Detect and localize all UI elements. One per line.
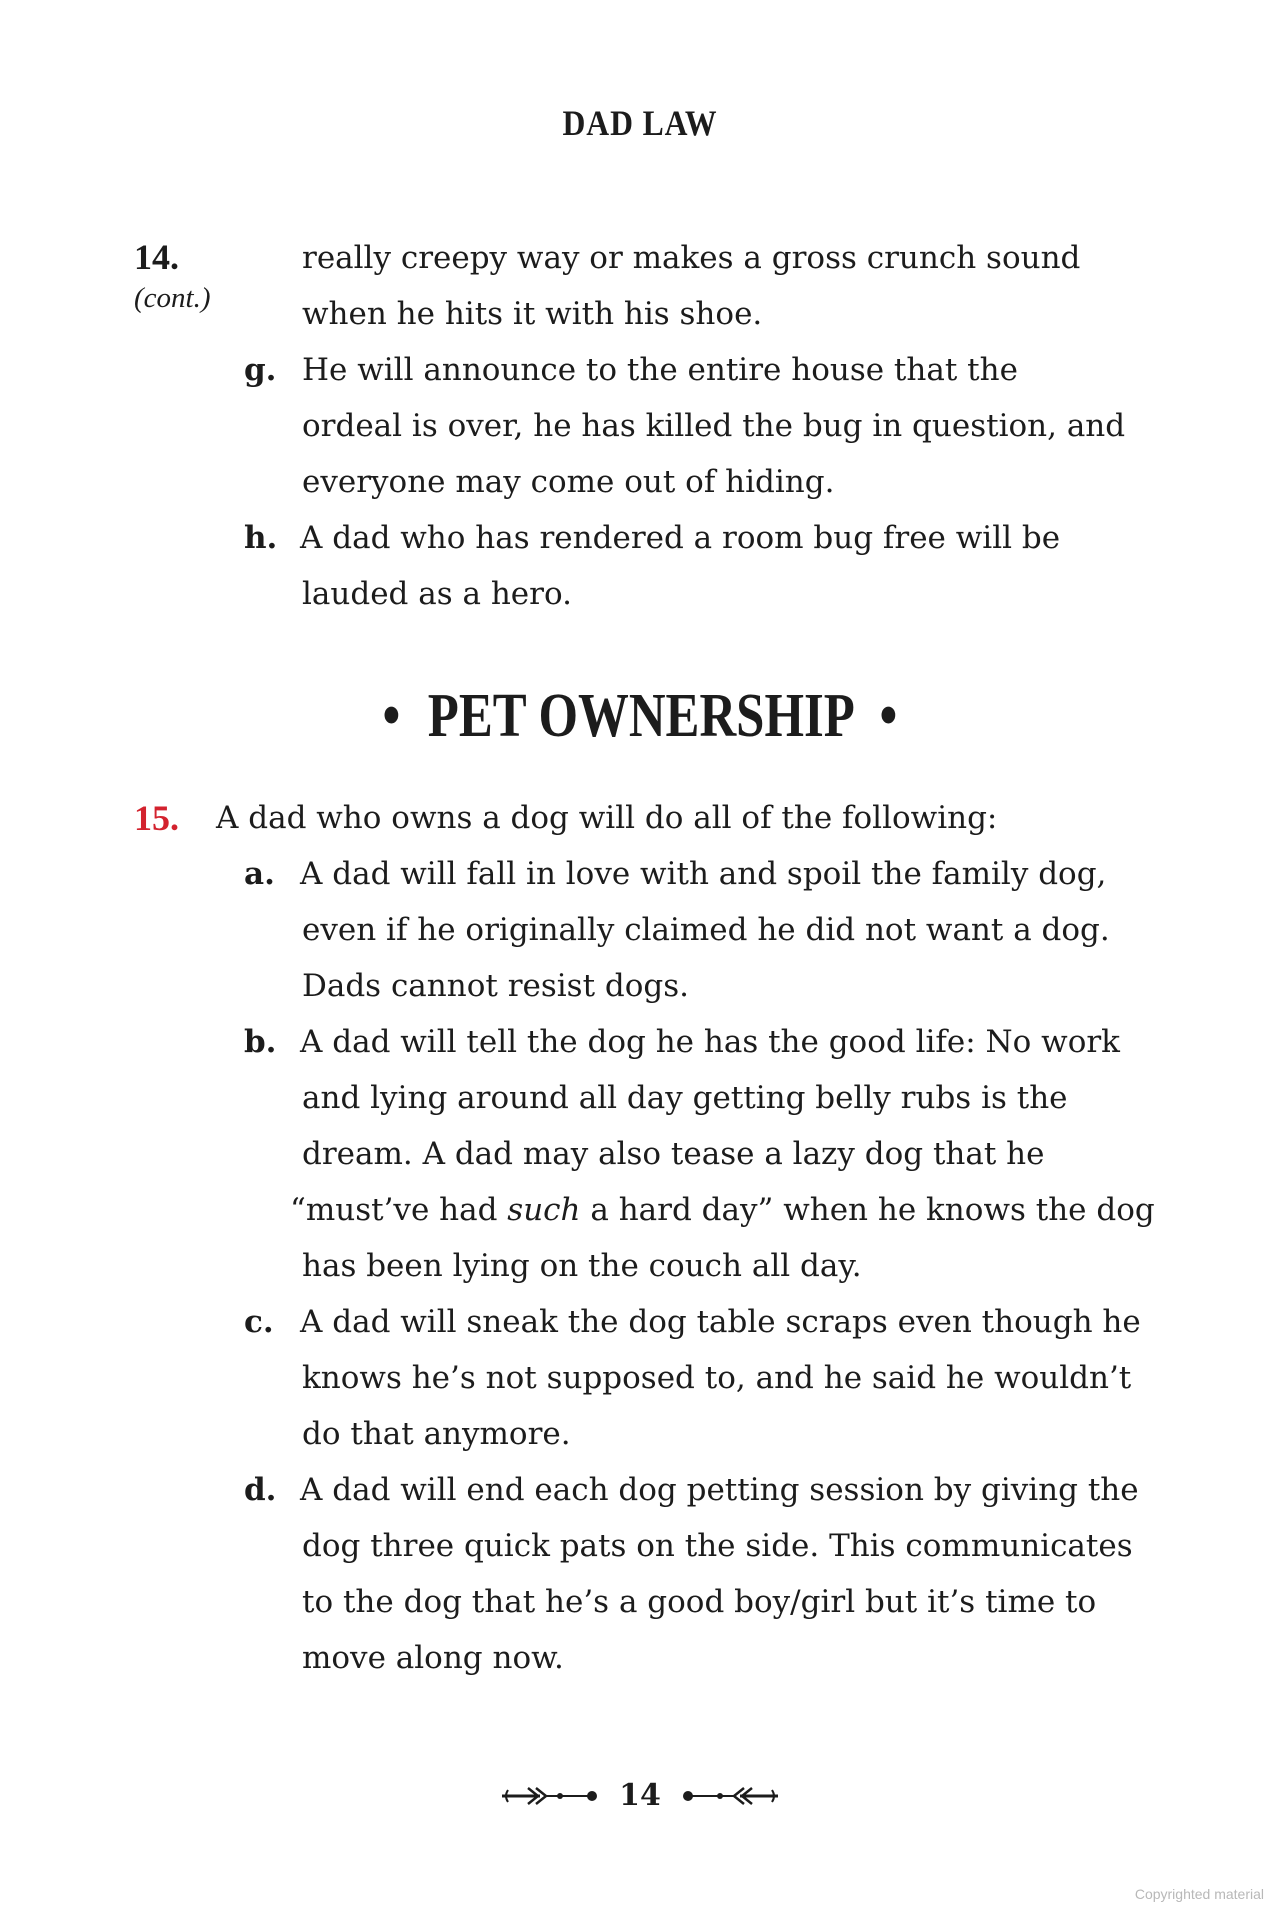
rule-14-continuation-line: when he hits it with his shoe. xyxy=(302,296,763,332)
sub-item-d-line: to the dog that he’s a good boy/girl but it’s time to xyxy=(302,1584,1097,1620)
sub-item-b-line xyxy=(290,1182,1155,1238)
left-arrow-ornament-icon xyxy=(500,1784,600,1808)
sub-item-g-line: He will announce to the entire house that the xyxy=(302,352,1018,388)
sub-item-h-line: lauded as a hero. xyxy=(302,576,572,612)
sub-item-a-line: A dad will fall in love with and spoil the family dog, xyxy=(300,856,1107,892)
sub-item-letter-g: g. xyxy=(244,352,277,388)
continued-label: (cont.) xyxy=(134,282,211,314)
sub-item-c-line: do that anymore. xyxy=(302,1416,571,1452)
page-footer xyxy=(0,1778,1280,1818)
sub-item-letter-c: c. xyxy=(244,1304,274,1340)
sub-item-letter-h: h. xyxy=(244,520,278,556)
sub-item-letter-a: a. xyxy=(244,856,275,892)
section-heading-text: PET OWNERSHIP xyxy=(427,682,853,750)
sub-item-b-line: has been lying on the couch all day. xyxy=(302,1248,862,1284)
rule-14-continuation-line: really creepy way or makes a gross crunch sound xyxy=(302,240,1081,276)
sub-item-letter-d: d. xyxy=(244,1472,277,1508)
heading-bullet-left: • xyxy=(382,682,401,750)
sub-item-d-line: A dad will end each dog petting session by giving the xyxy=(300,1472,1139,1508)
sub-item-d-line: move along now. xyxy=(302,1640,564,1676)
sub-item-g-line: ordeal is over, he has killed the bug in question, and xyxy=(302,408,1126,444)
right-arrow-ornament-icon xyxy=(680,1784,780,1808)
quote-text-continued: a hard day” when he knows the dog xyxy=(580,1192,1155,1228)
page-number: 14 xyxy=(619,1778,661,1813)
sub-item-d-line: dog three quick pats on the side. This communicates xyxy=(302,1528,1133,1564)
sub-item-c-line: A dad will sneak the dog table scraps even though he xyxy=(300,1304,1141,1340)
sub-item-b-line: dream. A dad may also tease a lazy dog that he xyxy=(302,1136,1045,1172)
sub-item-h-line: A dad who has rendered a room bug free will be xyxy=(300,520,1061,556)
rule-15-intro: A dad who owns a dog will do all of the following: xyxy=(216,800,998,836)
sub-item-c-line: knows he’s not supposed to, and he said he wouldn’t xyxy=(302,1360,1132,1396)
rule-number-14: 14. xyxy=(134,237,179,277)
quote-text: “must’ve had xyxy=(290,1192,508,1228)
copyright-notice: Copyrighted material xyxy=(1134,1886,1264,1902)
running-head: DAD LAW xyxy=(562,103,718,143)
sub-item-b-line: and lying around all day getting belly rubs is the xyxy=(302,1080,1068,1116)
sub-item-a-line: even if he originally claimed he did not want a dog. xyxy=(302,912,1110,948)
sub-item-g-line: everyone may come out of hiding. xyxy=(302,464,835,500)
emphasis-text: such xyxy=(507,1192,581,1228)
sub-item-letter-b: b. xyxy=(244,1024,277,1060)
sub-item-a-line: Dads cannot resist dogs. xyxy=(302,968,690,1004)
sub-item-b-line: A dad will tell the dog he has the good life: No work xyxy=(300,1024,1120,1060)
heading-bullet-right: • xyxy=(879,682,898,750)
rule-number-15: 15. xyxy=(134,798,179,838)
section-heading xyxy=(0,676,1280,756)
